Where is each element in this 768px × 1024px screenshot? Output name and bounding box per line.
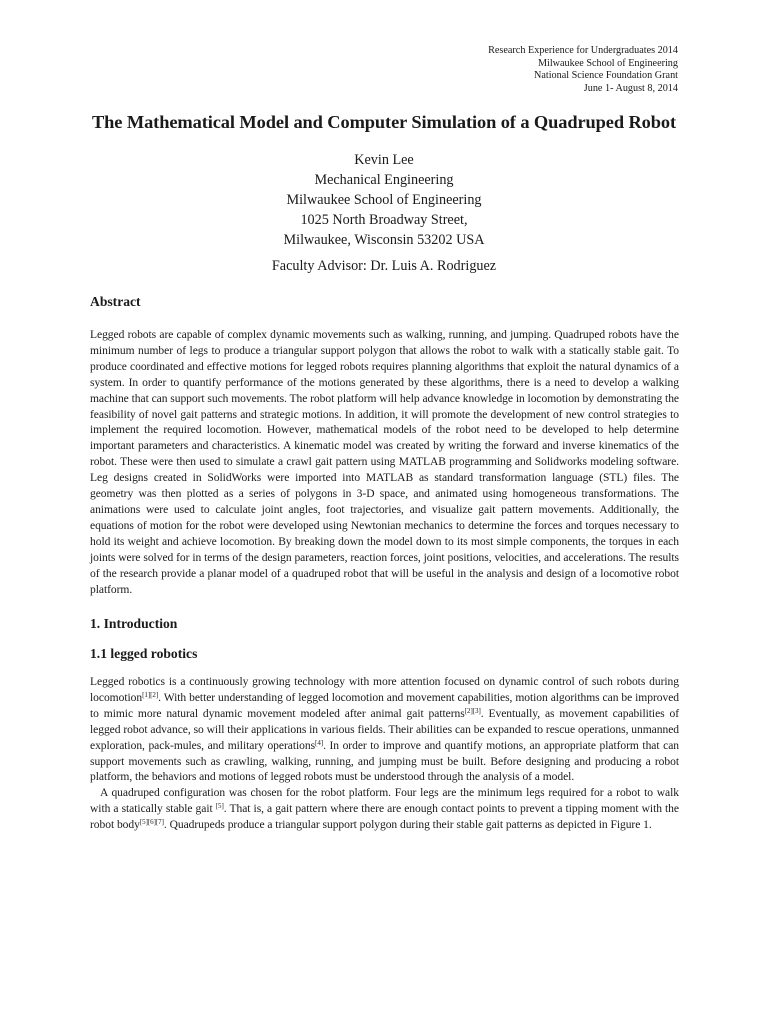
paper-title: The Mathematical Model and Computer Simulation of a Quadruped Robot (91, 112, 677, 132)
citation-ref: [5] (215, 802, 224, 811)
abstract-paragraph: Legged robots are capable of complex dynamic movements such as walking, running, and jumping. Quadruped robots have the minimum number of legs to produce a triangular support polygon that allows the robot to walk with a statically stable gait. To produce coordinated and effective motions for legged robots requires planning algorithms that exploit the natural dynamics of a system. In order to quantify performance of the motions generated by these algorithms, there is a need to develop a walking machine that can support such movements. The robot platform will help advance knowledge in locomotion by demonstrating the feasibility of novel gait patterns and strategic motions. In addition, it will promote the development of new control strategies to implement the required locomotion. However, mathematical models of the robot need to be developed to help determine important parameters and characteristics. A kinematic model was created by writing the forward and inverse kinematics of the robot. These were then used to simulate a crawl gait pattern using MATLAB programming and Solidworks modeling software. Leg designs created in SolidWorks were imported into MATLAB as standard transformation language (STL) files. The geometry was then plotted as a series of polygons in 3-D space, and animated using homogeneous transformations. The animations were used to calculate joint angles, foot trajectories, and visualize gait pattern movements. Additionally, the equations of motion for the robot were developed using Newtonian mechanics to determine the forces and torques necessary to hold its weight and achieve locomotion. By breaking down the model down to its most simple components, the torques in each joints were solved for in terms of the design parameters, reaction forces, joint positions, velocities, and accelerations. The results of the research provide a planar model of a quadruped robot that will be useful in the analysis and design of a locomotive robot platform. (90, 329, 679, 596)
author-department: Mechanical Engineering (314, 172, 454, 188)
header-line-school: Milwaukee School of Engineering (537, 57, 678, 69)
author-name: Kevin Lee (354, 152, 414, 168)
intro-paragraph-1: Legged robotics is a continuously growing technology with more attention focused on dynamic control of such robots during locomotion[1][2]. With better understanding of legged locomotion and movement capabilities, motion algorithms can be improved to mimic more natural dynamic movement modeled after animal gait patterns[2][3]. Eventually, as movement capabilities of legged robot advance, so will their applications in various fields. Their abilities can be expanded to rescue operations, unmanned exploration, pack-mules, and military operations[4]. In order to improve and quantify motions, an appropriate platform that can support movements such as crawling, walking, running, and jumping must be built. Before designing and producing a robot platform, the behaviors and motions of legged robots must be understood through the analysis of a model. (90, 676, 679, 784)
introduction-body (90, 675, 679, 834)
author-city: Milwaukee, Wisconsin 53202 USA (283, 232, 485, 248)
citation-ref: [1][2] (142, 690, 159, 699)
conference-header (488, 45, 678, 95)
author-block (0, 150, 768, 250)
citation-ref: [4] (315, 738, 324, 747)
intro-paragraph-2: A quadruped configuration was chosen for the robot platform. Four legs are the minimum legs required for a robot to walk with a statically stable gait [5]. That is, a gait pattern where there are enough contact points to prevent a tipping moment with the robot body[5][6][7]. Quadrupeds produce a triangular support polygon during their stable gait patterns as depicted in Figure 1. (90, 787, 679, 832)
legged-robotics-subheading: 1.1 legged robotics (90, 646, 198, 661)
faculty-advisor: Faculty Advisor: Dr. Luis A. Rodriguez (271, 258, 497, 274)
header-line-program: Research Experience for Undergraduates 2014 (488, 45, 678, 56)
author-street: 1025 North Broadway Street, (300, 212, 468, 228)
citation-ref: [5][6][7] (139, 818, 164, 827)
citation-ref: [2][3] (464, 706, 481, 715)
author-school: Milwaukee School of Engineering (286, 192, 482, 208)
abstract-heading: Abstract (90, 294, 141, 309)
header-line-dates: June 1- August 8, 2014 (583, 82, 678, 94)
header-line-grant: National Science Foundation Grant (533, 70, 678, 82)
introduction-heading: 1. Introduction (90, 616, 178, 631)
abstract-body (90, 328, 679, 598)
